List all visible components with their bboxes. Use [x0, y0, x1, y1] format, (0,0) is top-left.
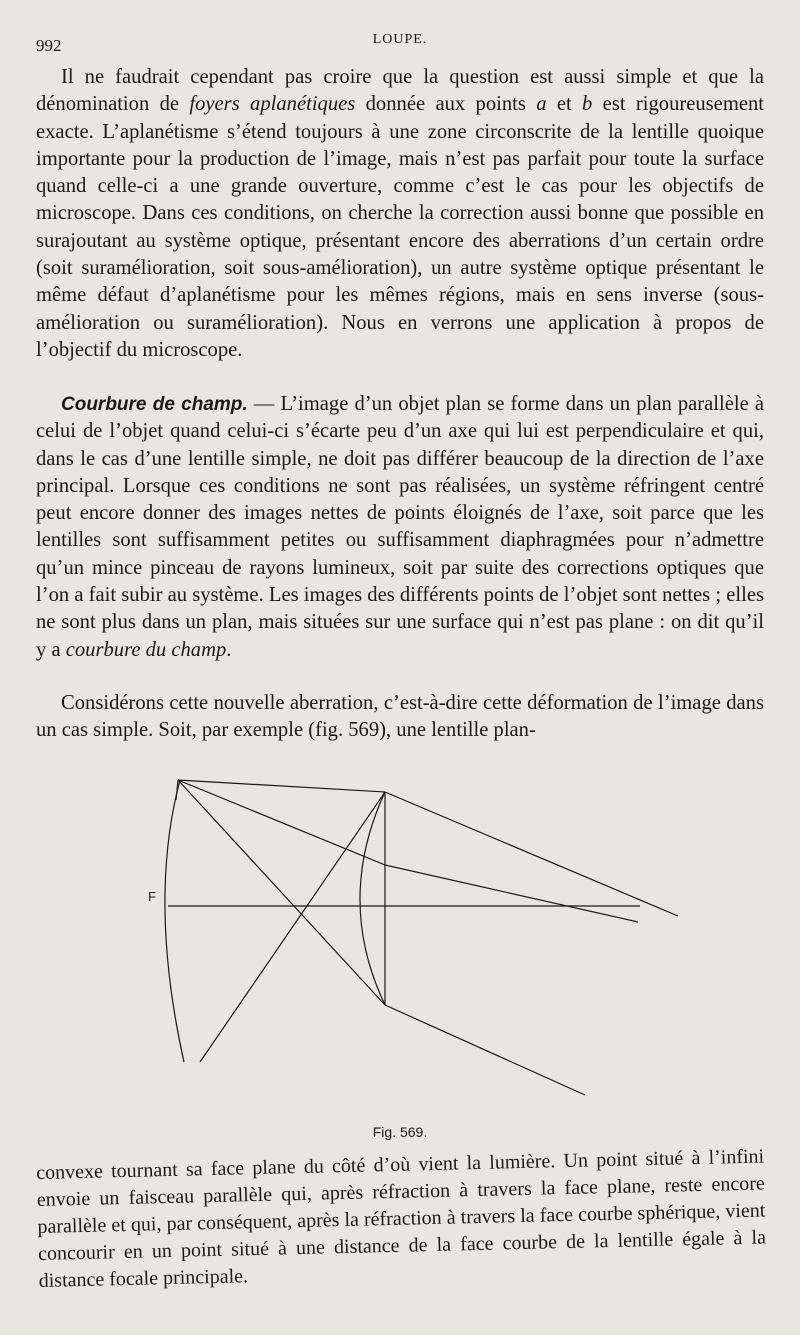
page-number: 992 — [36, 36, 62, 55]
italic-term: courbure du champ — [65, 638, 227, 661]
text-run: est rigoureusement exacte. L’aplanétisme s’étend toujours à une zone circonscrite de la lentille quoique importante pour la production de l’image, mais n’est pas parfait pour toute la surface quand celle-ci a une grande ouverture, comme c’est le cas pour les objectifs de microscope. Dans ces conditions, on cherche la correction aussi bonne que possible en surajoutant au système optique, présentant encore des aberrations d’un certain ordre (soit suramélioration, soit sous-amélioration), un autre système optique présentant le même défaut d’aplanétisme pour les mêmes régions, mais en sens inverse (sous-amélioration ou suramélioration). Nous en verrons une application à propos de l’objectif du microscope. — [36, 93, 764, 361]
ray-lower-refracted — [385, 1005, 585, 1095]
text-run: . — [226, 638, 232, 661]
ray-cross-back — [200, 792, 385, 1062]
text-block-aplanetism — [36, 64, 764, 364]
figure-caption: Fig. 569. — [372, 1124, 428, 1140]
paragraph-field-curvature — [36, 391, 764, 664]
paragraph-planoconvex — [36, 1143, 767, 1294]
text-run: Considérons cette nouvelle aberration, c’est-à-dire cette déformation de l’image dans un cas simple. Soit, par exemple (fig. 569), une lentille plan- — [36, 692, 764, 742]
text-block-consider — [36, 690, 764, 745]
ray-middle-refracted — [385, 865, 638, 922]
focus-label: F — [148, 889, 156, 904]
lens-ray-diagram — [140, 770, 700, 1110]
italic-letter: a — [536, 93, 547, 116]
curved-image-surface — [165, 780, 184, 1062]
text-run: et — [546, 93, 583, 116]
italic-letter: b — [582, 93, 593, 116]
paragraph-aplanetism — [36, 64, 764, 364]
page-header — [0, 28, 800, 58]
figure-569-diagram — [140, 770, 700, 1110]
italic-term: foyers aplanétiques — [189, 93, 356, 116]
ray-middle — [178, 780, 385, 865]
text-block-planoconvex — [36, 1143, 767, 1294]
text-run: convexe tournant sa face plane du côté d’où vient la lumière. Un point situé à l’infini envoie un faisceau parallèle qui, après réfraction à travers la face plane, reste encore parallèle et qui, par conséquent, après la réfraction à travers la face courbe sphérique, vient concourir en un point situé à une distance de la face courbe de la lentille égale à la distance focale principale. — [36, 1145, 767, 1292]
text-run: — L’image d’un objet plan se forme dans un plan parallèle à celui de l’objet quand celui-ci s’écarte peu d’un axe qui lui est perpendiculaire et qui, dans le cas d’une lentille simple, ne doit pas différer beaucoup de la direction de l’axe principal. Lorsque ces conditions ne sont pas réalisées, un système réfringent centré peut encore donner des images nettes de points éloignés de l’axe, soit parce que les lentilles sont suffisamment petites ou suffisamment diaphragmées pour n’admettre qu’un mince pinceau de rayons lumineux, soit par suite des corrections optiques que l’on a fait subir au système. Les images des différents points de l’objet sont nettes ; elles ne sont plus dans un plan, mais situées sur une surface qui n’est pas plane : on dit qu’il y a — [36, 393, 764, 661]
text-run: Il ne faudrait cependant pas croire que la question est aussi simple et que la dénomination de — [36, 66, 764, 116]
text-block-field-curvature — [36, 391, 764, 664]
ray-upper — [178, 780, 385, 792]
text-run: donnée aux points — [355, 93, 537, 116]
ray-lower — [178, 780, 385, 1005]
section-heading: Courbure de champ. — [61, 394, 248, 415]
running-title: LOUPE. — [372, 32, 428, 47]
paragraph-consider — [36, 690, 764, 745]
